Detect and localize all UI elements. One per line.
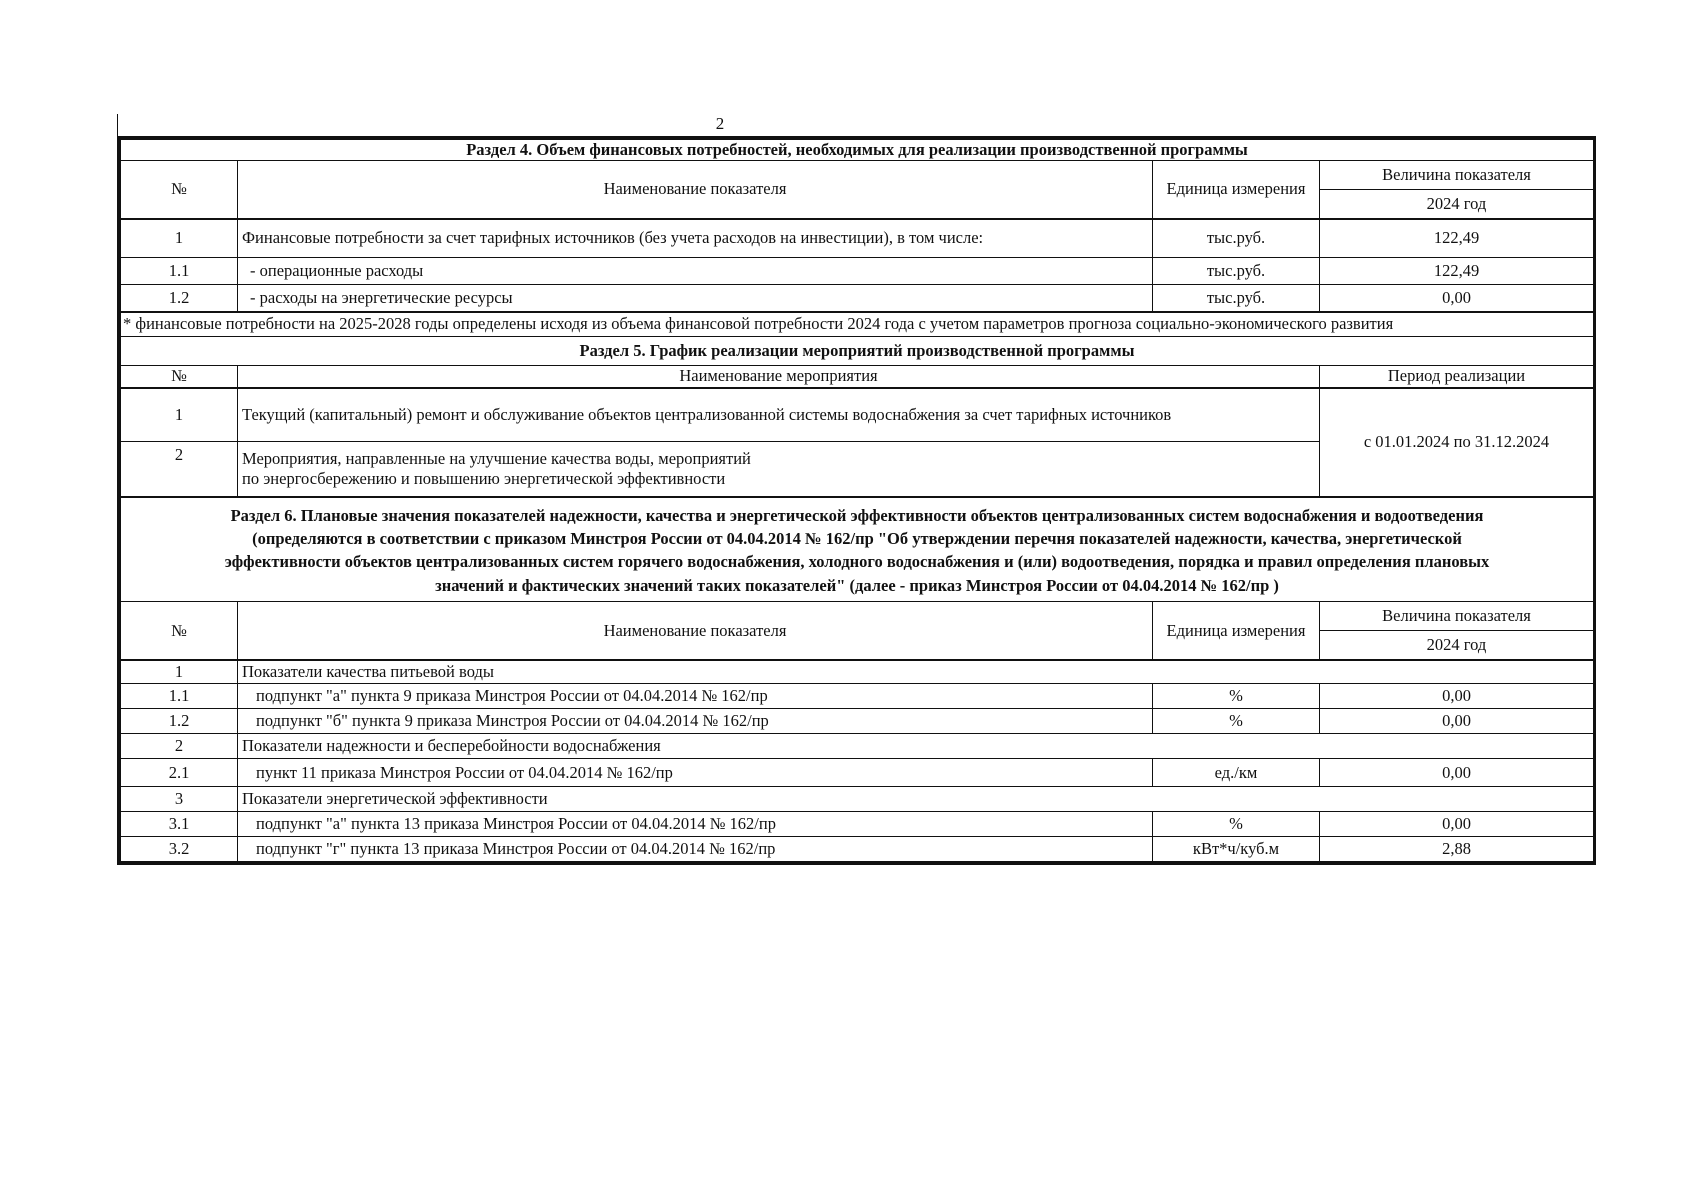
s4-header-value: Величина показателя (1320, 161, 1594, 190)
s6-row-value: 0,00 (1320, 812, 1594, 837)
s4-header-unit: Единица измерения (1153, 161, 1320, 219)
s4-header-name: Наименование показателя (238, 161, 1153, 219)
s5-header-name: Наименование мероприятия (238, 366, 1320, 388)
section5-title: Раздел 5. График реализации мероприятий производственной программы (121, 337, 1594, 366)
s6-row-unit: % (1153, 684, 1320, 709)
s6-header-year: 2024 год (1320, 631, 1594, 660)
s5-row-name-line1: Мероприятия, направленные на улучшение качества воды, мероприятий (242, 448, 751, 468)
section6-title-line2: (определяются в соответствии с приказом Минстроя России от 04.04.2014 № 162/пр "Об утверждении перечня показателей надежности, качества, энергетической (252, 529, 1462, 549)
s5-row-num: 1 (121, 388, 238, 442)
section6-title-line3: эффективности объектов централизованных систем горячего водоснабжения, холодного водоснабжения и (или) водоотведения, порядка и правил определения плановых (224, 552, 1490, 572)
s6-row-num: 2 (121, 734, 238, 759)
s6-group-name: Показатели энергетической эффективности (238, 787, 1594, 812)
s6-row-num: 3.1 (121, 812, 238, 837)
page-number: 2 (715, 114, 725, 133)
main-table (120, 139, 1594, 862)
s6-row-value: 0,00 (1320, 684, 1594, 709)
s4-row-unit: тыс.руб. (1153, 219, 1320, 258)
s4-row-value: 0,00 (1320, 285, 1594, 312)
s4-row-name: - расходы на энергетические ресурсы (238, 285, 1153, 312)
s4-row-value: 122,49 (1320, 258, 1594, 285)
s6-row-name: подпункт "а" пункта 13 приказа Минстроя России от 04.04.2014 № 162/пр (238, 812, 1153, 837)
s5-row-num: 2 (121, 442, 238, 497)
document-table-frame (117, 136, 1596, 865)
s6-group-name: Показатели надежности и бесперебойности водоснабжения (238, 734, 1594, 759)
s6-header-name: Наименование показателя (238, 602, 1153, 660)
section4-title: Раздел 4. Объем финансовых потребностей, необходимых для реализации производственной программы (121, 140, 1594, 161)
s6-row-num: 3 (121, 787, 238, 812)
s4-row-num: 1.2 (121, 285, 238, 312)
s6-row-unit: % (1153, 812, 1320, 837)
s6-header-value: Величина показателя (1320, 602, 1594, 631)
section6-title-line1: Раздел 6. Плановые значения показателей надежности, качества и энергетической эффективности объектов централизованных систем водоснабжения и водоотведения (230, 505, 1484, 525)
s6-row-value: 0,00 (1320, 759, 1594, 787)
s6-row-name: подпункт "а" пункта 9 приказа Минстроя России от 04.04.2014 № 162/пр (238, 684, 1153, 709)
s6-row-name: подпункт "б" пункта 9 приказа Минстроя России от 04.04.2014 № 162/пр (238, 709, 1153, 734)
s4-row-name: Финансовые потребности за счет тарифных источников (без учета расходов на инвестиции), в том числе: (238, 219, 1153, 258)
s4-header-num: № (121, 161, 238, 219)
s4-row-unit: тыс.руб. (1153, 285, 1320, 312)
s6-row-value: 0,00 (1320, 709, 1594, 734)
s6-header-unit: Единица измерения (1153, 602, 1320, 660)
s5-period: с 01.01.2024 по 31.12.2024 (1320, 388, 1594, 497)
s6-group-name: Показатели качества питьевой воды (238, 660, 1594, 684)
s6-header-num: № (121, 602, 238, 660)
s4-row-unit: тыс.руб. (1153, 258, 1320, 285)
s6-row-unit: % (1153, 709, 1320, 734)
s5-row-name-line2: по энергосбережению и повышению энергетической эффективности (242, 468, 726, 488)
s6-row-name: пункт 11 приказа Минстроя России от 04.04.2014 № 162/пр (238, 759, 1153, 787)
s6-row-num: 2.1 (121, 759, 238, 787)
s4-header-year: 2024 год (1320, 190, 1594, 219)
s4-row-num: 1.1 (121, 258, 238, 285)
section6-title-line4: значений и фактических значений таких показателей" (далее - приказ Минстроя России от 04.04.2014 № 162/пр ) (435, 575, 1279, 595)
s6-row-num: 3.2 (121, 837, 238, 862)
s5-row-name-multiline (238, 442, 1320, 497)
s4-row-value: 122,49 (1320, 219, 1594, 258)
s4-footnote: * финансовые потребности на 2025-2028 годы определены исходя из объема финансовой потребности 2024 года с учетом параметров прогноза социально-экономического развития (121, 312, 1594, 337)
s4-row-num: 1 (121, 219, 238, 258)
s5-row-name: Текущий (капитальный) ремонт и обслуживание объектов централизованной системы водоснабжения за счет тарифных источников (238, 388, 1320, 442)
s6-row-value: 2,88 (1320, 837, 1594, 862)
s6-row-unit: кВт*ч/куб.м (1153, 837, 1320, 862)
s5-header-num: № (121, 366, 238, 388)
section6-title (121, 497, 1594, 602)
s6-row-num: 1 (121, 660, 238, 684)
s6-row-num: 1.2 (121, 709, 238, 734)
s4-row-name: - операционные расходы (238, 258, 1153, 285)
s6-row-name: подпункт "г" пункта 13 приказа Минстроя России от 04.04.2014 № 162/пр (238, 837, 1153, 862)
s6-row-unit: ед./км (1153, 759, 1320, 787)
s6-row-num: 1.1 (121, 684, 238, 709)
s5-header-period: Период реализации (1320, 366, 1594, 388)
